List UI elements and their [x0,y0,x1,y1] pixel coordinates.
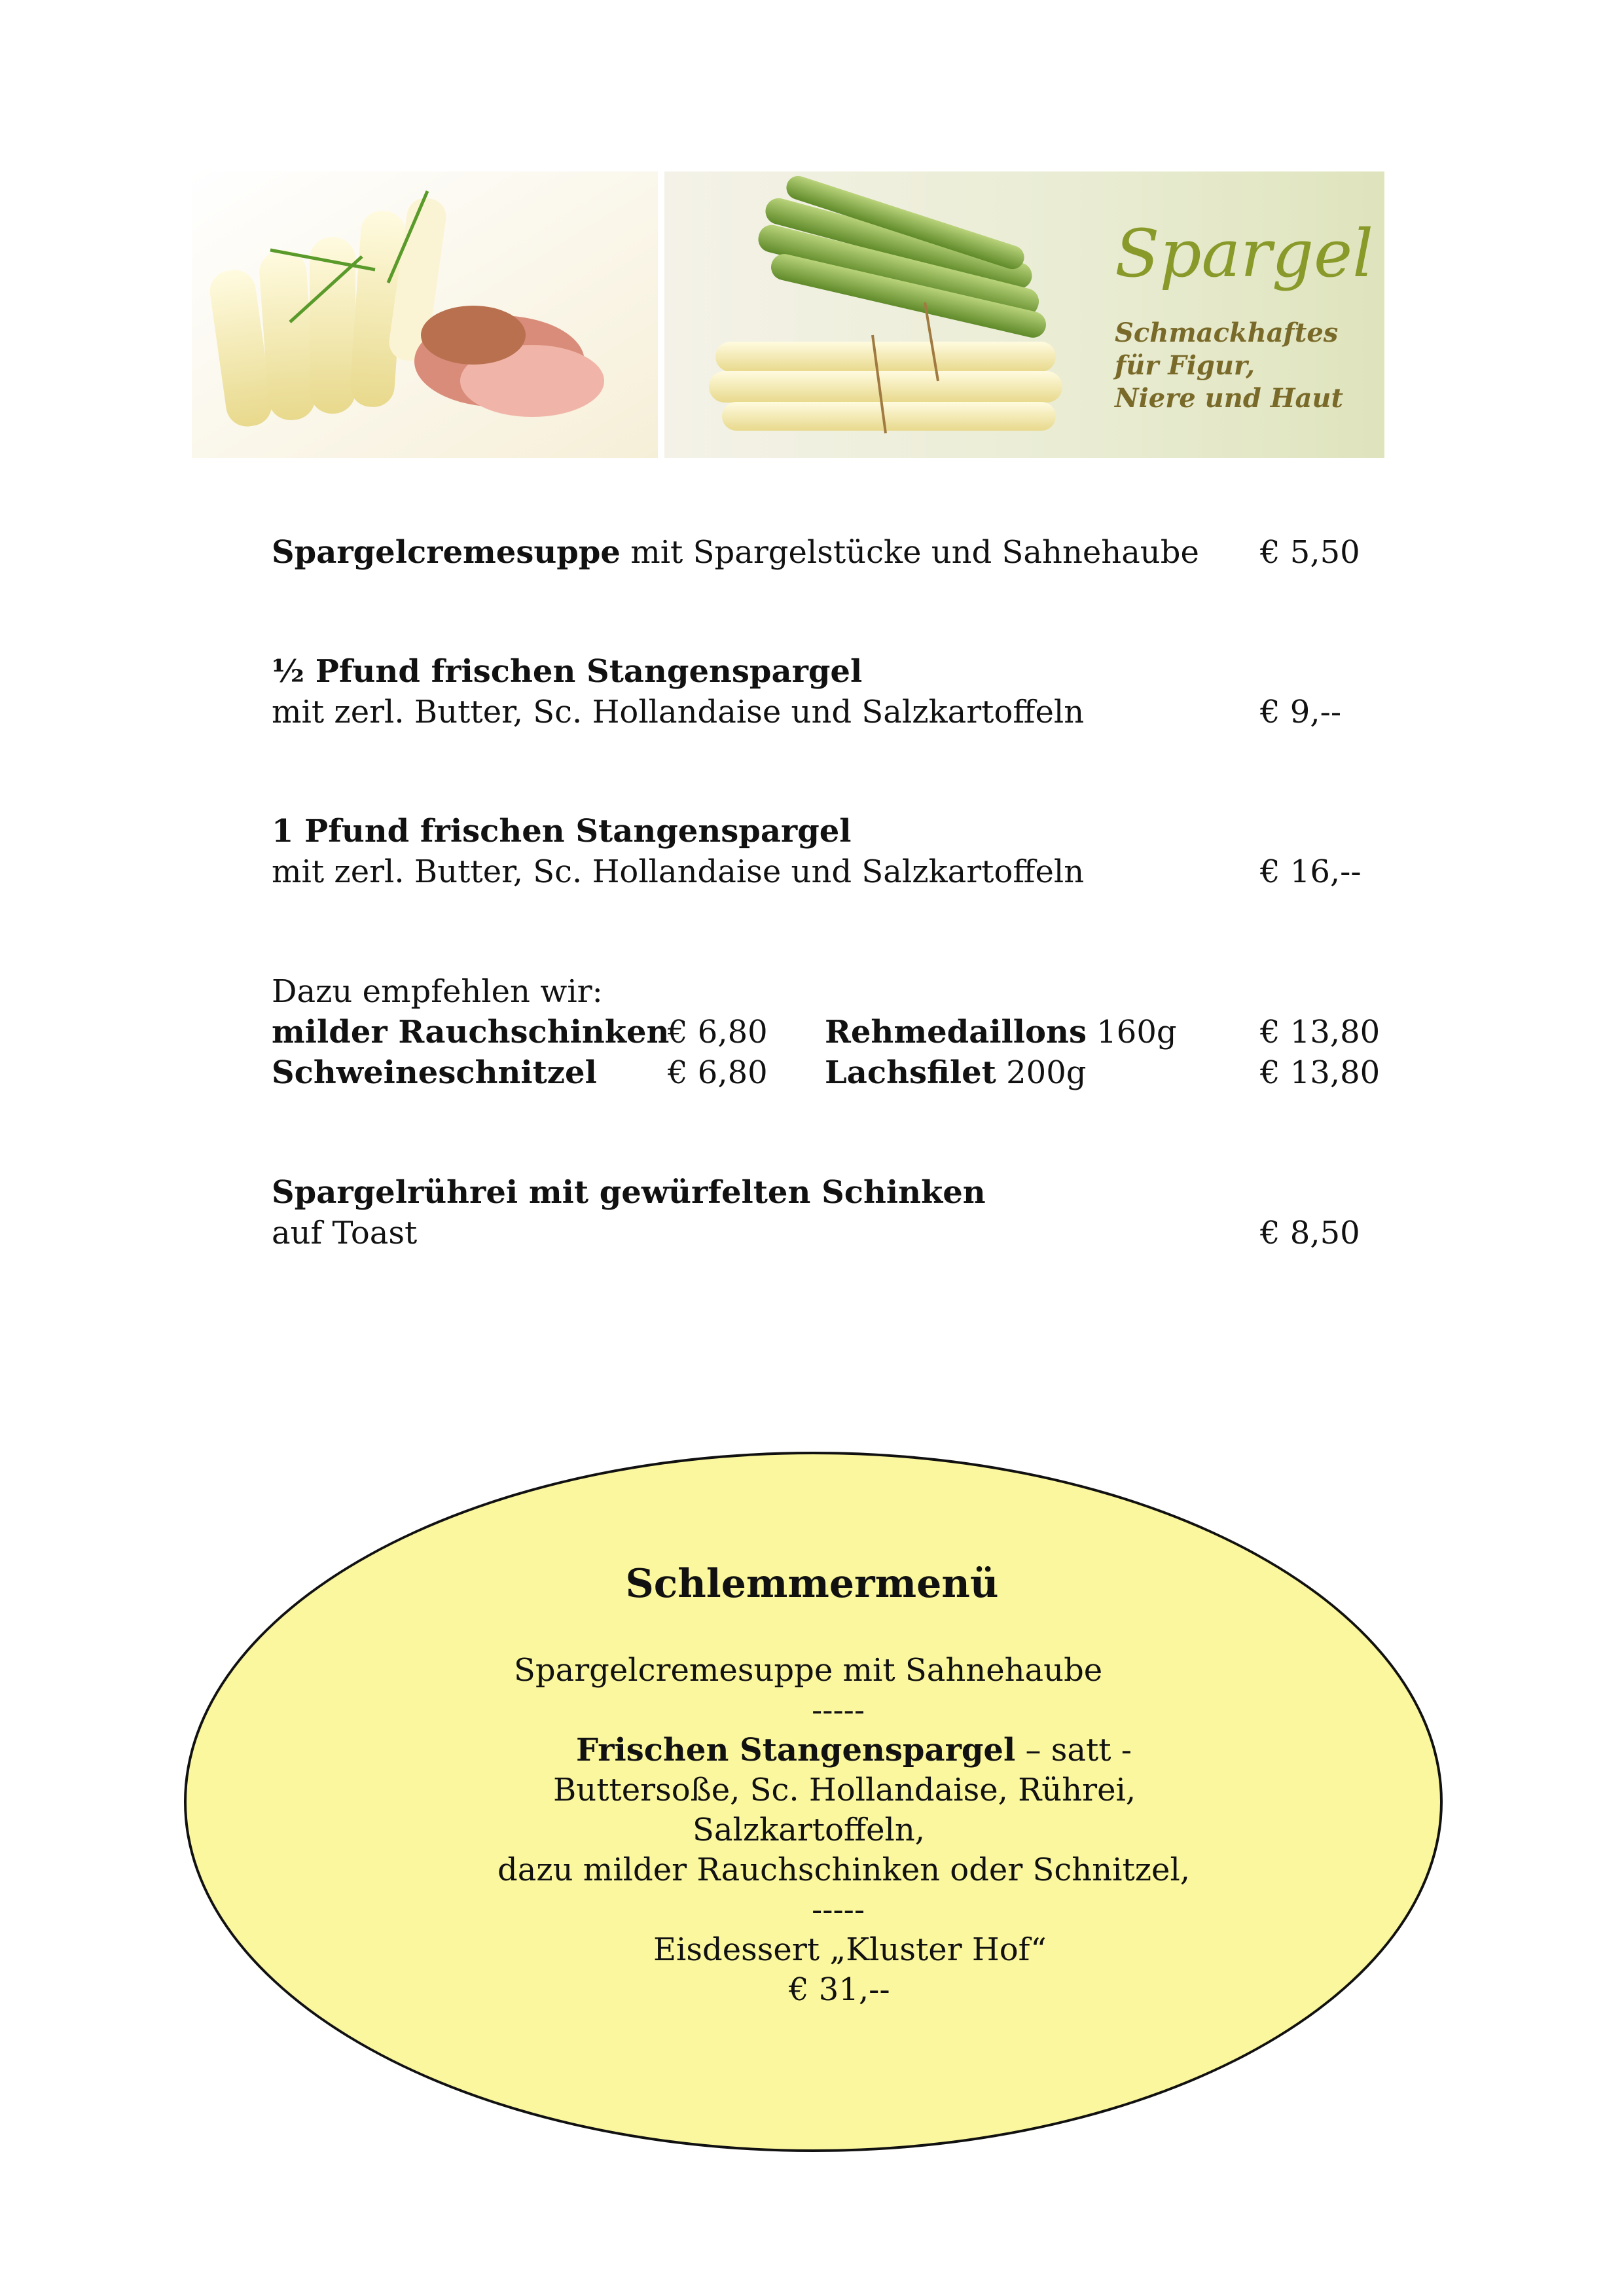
menu-line-potatoes: Salzkartoffeln, [693,1812,926,1848]
recommend-right-item [825,1053,1086,1092]
menu-price: € 31,-- [789,1971,890,2008]
item-name: Spargelrührei mit gewürfelten Schinken [272,1174,986,1211]
item-price: € 9,-- [1260,694,1342,730]
spargel-banner [192,171,1384,458]
menu-main-suffix: – satt - [1015,1732,1132,1768]
recommend-right-extra: 160g [1096,1014,1177,1050]
recommend-right-item [825,1013,1177,1052]
item-price: € 8,50 [1260,1215,1360,1251]
white-asparagus-bundle [709,342,1062,431]
banner-subtitle-3: Niere und Haut [1115,383,1343,414]
recommend-right-price: € 13,80 [1260,1054,1380,1091]
recommend-left-price: € 6,80 [668,1054,768,1091]
recommend-right-price: € 13,80 [1260,1014,1380,1050]
recommend-right-name: Rehmedaillons [825,1014,1087,1050]
recommend-left-price: € 6,80 [668,1014,768,1050]
banner-title: Spargel [1115,215,1374,292]
banner-subtitle-2: für Figur, [1115,350,1255,381]
menu-line-dessert: Eisdessert „Kluster Hof“ [653,1931,1047,1968]
menu-line-soup: Spargelcremesuppe mit Sahnehaube [514,1652,1103,1689]
asparagus-illustration [192,171,1384,458]
item-name: 1 Pfund frischen Stangenspargel [272,813,852,850]
item-name: ½ Pfund frischen Stangenspargel [272,653,863,690]
item-desc: mit zerl. Butter, Sc. Hollandaise und Salzkartoffeln [272,853,1085,890]
menu-line-main [576,1731,1132,1770]
recommend-heading: Dazu empfehlen wir: [272,973,603,1010]
menu-line-meat: dazu milder Rauchschinken oder Schnitzel, [497,1852,1191,1888]
item-name: Spargelcremesuppe [272,534,621,571]
menu-line-sauces: Buttersoße, Sc. Hollandaise, Rührei, [553,1772,1136,1808]
recommend-right-name: Lachsfilet [825,1054,996,1091]
item-price: € 16,-- [1260,853,1362,890]
item-price: € 5,50 [1260,534,1360,571]
banner-subtitle-1: Schmackhaftes [1115,317,1339,348]
item-desc: auf Toast [272,1215,418,1251]
menu-main-name: Frischen Stangenspargel [576,1732,1016,1768]
recommend-right-extra: 200g [1006,1054,1087,1091]
recommend-left-name: milder Rauchschinken [272,1014,670,1050]
menu-separator: ----- [812,1692,865,1729]
menu-title: Schlemmermenü [625,1561,999,1607]
item-desc: mit zerl. Butter, Sc. Hollandaise und Salzkartoffeln [272,694,1085,730]
recommend-left-name: Schweineschnitzel [272,1054,597,1091]
menu-item-suppe [272,533,1199,572]
menu-separator: ----- [812,1892,865,1928]
item-desc: mit Spargelstücke und Sahnehaube [630,534,1199,571]
